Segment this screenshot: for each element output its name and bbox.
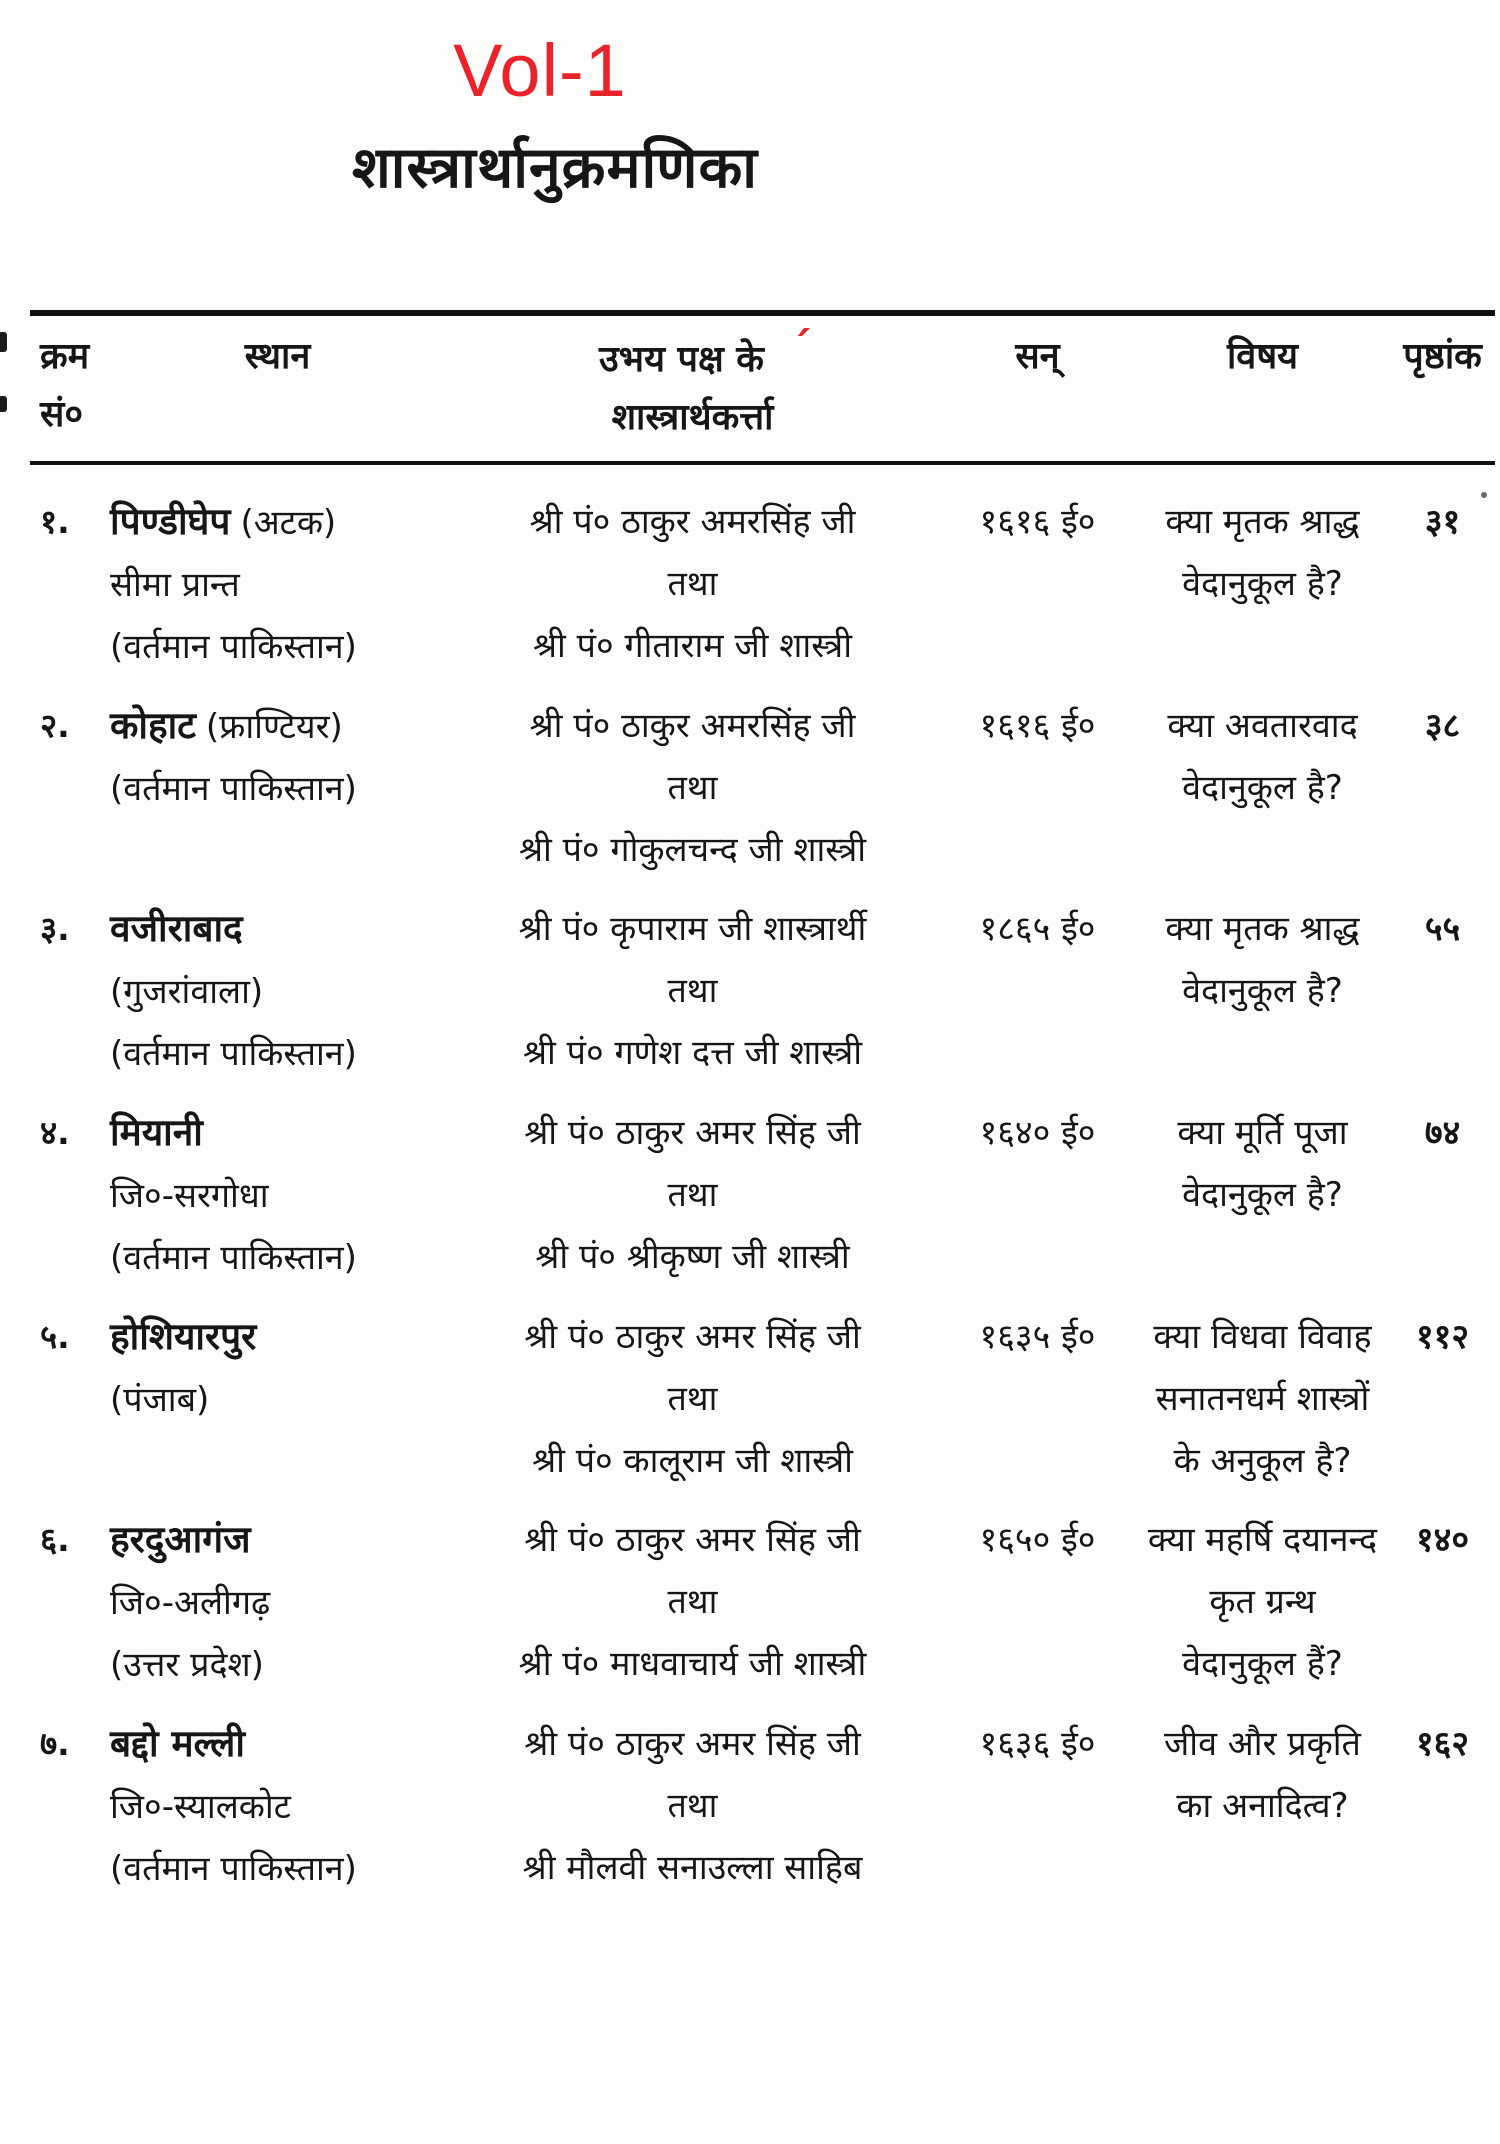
debater-second: श्री पं० श्रीकृष्ण जी शास्त्री — [535, 1237, 850, 1277]
conjunction: तथा — [667, 1175, 718, 1215]
table-row — [30, 695, 1495, 881]
subject-line: के अनुकूल है? — [1173, 1441, 1352, 1481]
debater-second: श्री पं० गोकुलचन्द जी शास्त्री — [518, 830, 867, 870]
year-value: १८६५ ई० — [979, 909, 1096, 949]
col-header-year-label: सन् — [1015, 336, 1060, 377]
debater-second: श्री पं० गीताराम जी शास्त्री — [532, 626, 853, 666]
serial-number: ६. — [40, 1520, 70, 1559]
serial-number: ४. — [40, 1113, 70, 1152]
table-row — [30, 491, 1495, 678]
debater-first: श्री पं० ठाकुर अमर सिंह जी — [524, 1113, 861, 1153]
place-line: (पंजाब) — [110, 1380, 210, 1420]
place-line: (वर्तमान पाकिस्तान) — [110, 1849, 357, 1889]
col-header-page-label: पृष्ठांक — [1403, 336, 1482, 377]
place-name: बद्दो मल्ली — [110, 1722, 245, 1765]
col-header-place-label: स्थान — [244, 336, 311, 377]
page-title: शास्त्रार्थानुक्रमणिका — [351, 135, 759, 201]
place-line: (वर्तमान पाकिस्तान) — [110, 1034, 357, 1074]
serial-number: २. — [40, 706, 70, 745]
subject-line: वेदानुकूल है? — [1182, 564, 1343, 604]
col-header-debaters — [445, 323, 940, 447]
debater-second: श्री पं० कालूराम जी शास्त्री — [532, 1441, 853, 1481]
place-line: (वर्तमान पाकिस्तान) — [110, 627, 357, 667]
col-header-debaters-line2: शास्त्रार्थकर्त्ता — [611, 397, 774, 438]
place-line: जि०-स्यालकोट — [110, 1787, 291, 1827]
place-line: (वर्तमान पाकिस्तान) — [110, 769, 357, 809]
serial-number: ३. — [40, 909, 70, 948]
red-pen-mark: ´ — [789, 323, 812, 374]
subject-line: क्या मृतक श्राद्ध — [1165, 909, 1360, 949]
year-value: १६३५ ई० — [979, 1317, 1096, 1357]
conjunction: तथा — [667, 1786, 718, 1826]
debater-first: श्री पं० ठाकुर अमर सिंह जी — [524, 1520, 861, 1560]
subject-line: क्या मृतक श्राद्ध — [1165, 502, 1360, 542]
debater-first: श्री पं० कृपाराम जी शास्त्रार्थी — [518, 909, 867, 949]
place-line: सीमा प्रान्त — [110, 565, 240, 605]
conjunction: तथा — [667, 1379, 718, 1419]
subject-line: क्या अवतारवाद — [1167, 706, 1358, 746]
scan-edge-artifact — [0, 396, 7, 412]
col-header-serial-line2: सं० — [40, 394, 84, 435]
page-number: ५५ — [1424, 909, 1461, 949]
page-number: ३८ — [1424, 706, 1461, 746]
subject-line: वेदानुकूल है? — [1182, 971, 1343, 1011]
year-value: १६१६ ई० — [979, 706, 1096, 746]
place-name: वजीराबाद — [110, 907, 243, 950]
table-row — [30, 1509, 1495, 1696]
place-name: होशियारपुर — [110, 1315, 257, 1358]
place-line: (उत्तर प्रदेश) — [110, 1645, 264, 1685]
subject-line: क्या महर्षि दयानन्द — [1147, 1520, 1378, 1560]
place-name: पिण्डीघेप — [110, 500, 231, 543]
table-row — [30, 1713, 1495, 1900]
place-line: जि०-अलीगढ़ — [110, 1583, 271, 1623]
subject-line: सनातनधर्म शास्त्रों — [1155, 1379, 1370, 1419]
col-header-subject-label: विषय — [1226, 336, 1299, 377]
place-name: मियानी — [110, 1111, 203, 1154]
table-header-row — [30, 310, 1495, 465]
place-name: कोहाट — [110, 704, 196, 747]
subject-line: वेदानुकूल है? — [1182, 768, 1343, 808]
place-name: हरदुआगंज — [110, 1518, 251, 1561]
place-line: (वर्तमान पाकिस्तान) — [110, 1238, 357, 1278]
serial-number: १. — [40, 502, 70, 541]
table-row — [30, 1306, 1495, 1492]
page-number: ७४ — [1424, 1113, 1461, 1153]
scan-edge-artifact — [0, 332, 7, 352]
debater-first: श्री पं० ठाकुर अमरसिंह जी — [529, 706, 856, 746]
year-value: १६३६ ई० — [979, 1724, 1096, 1764]
col-header-serial-line1: क्रम — [40, 336, 90, 377]
conjunction: तथा — [667, 971, 718, 1011]
debater-first: श्री पं० ठाकुर अमर सिंह जी — [524, 1724, 861, 1764]
col-header-place — [110, 328, 445, 447]
table-row — [30, 898, 1495, 1085]
debate-index-table — [30, 310, 1495, 1917]
place-note: (फ्राण्टियर) — [205, 707, 343, 747]
col-header-year — [940, 328, 1135, 447]
page-number: ३१ — [1424, 502, 1461, 542]
conjunction: तथा — [667, 564, 718, 604]
year-value: १६१६ ई० — [979, 502, 1096, 542]
conjunction: तथा — [667, 1582, 718, 1622]
volume-label: Vol-1 — [453, 29, 627, 112]
table-row — [30, 1102, 1495, 1289]
debater-second: श्री पं० गणेश दत्त जी शास्त्री — [522, 1033, 863, 1073]
col-header-serial — [30, 328, 110, 447]
subject-line: कृत ग्रन्थ — [1209, 1582, 1316, 1622]
debater-second: श्री मौलवी सनाउल्ला साहिब — [522, 1848, 863, 1888]
serial-number: ५. — [40, 1317, 70, 1356]
place-note: (अटक) — [240, 503, 337, 543]
place-line: (गुजरांवाला) — [110, 972, 264, 1012]
place-line: जि०-सरगोधा — [110, 1176, 269, 1216]
col-header-debaters-line1 — [445, 323, 940, 389]
col-header-debaters-text: उभय पक्ष के — [599, 339, 764, 380]
col-header-page — [1390, 328, 1495, 447]
table-body — [30, 465, 1495, 1900]
debater-first: श्री पं० ठाकुर अमरसिंह जी — [529, 502, 856, 542]
subject-line: वेदानुकूल हैं? — [1182, 1644, 1343, 1684]
conjunction: तथा — [667, 768, 718, 808]
debater-second: श्री पं० माधवाचार्य जी शास्त्री — [518, 1644, 867, 1684]
subject-line: का अनादित्व? — [1176, 1786, 1349, 1826]
subject-line: वेदानुकूल है? — [1182, 1175, 1343, 1215]
page-number: १६२ — [1415, 1724, 1470, 1764]
col-header-subject — [1135, 328, 1390, 447]
debater-first: श्री पं० ठाकुर अमर सिंह जी — [524, 1317, 861, 1357]
subject-line: क्या विधवा विवाह — [1153, 1317, 1372, 1357]
page-number: ११२ — [1415, 1317, 1470, 1357]
subject-line: जीव और प्रकृति — [1164, 1724, 1361, 1764]
year-value: १६४० ई० — [979, 1113, 1096, 1153]
page-number: १४० — [1415, 1520, 1470, 1560]
year-value: १६५० ई० — [979, 1520, 1096, 1560]
subject-line: क्या मूर्ति पूजा — [1177, 1113, 1348, 1153]
serial-number: ७. — [40, 1724, 70, 1763]
